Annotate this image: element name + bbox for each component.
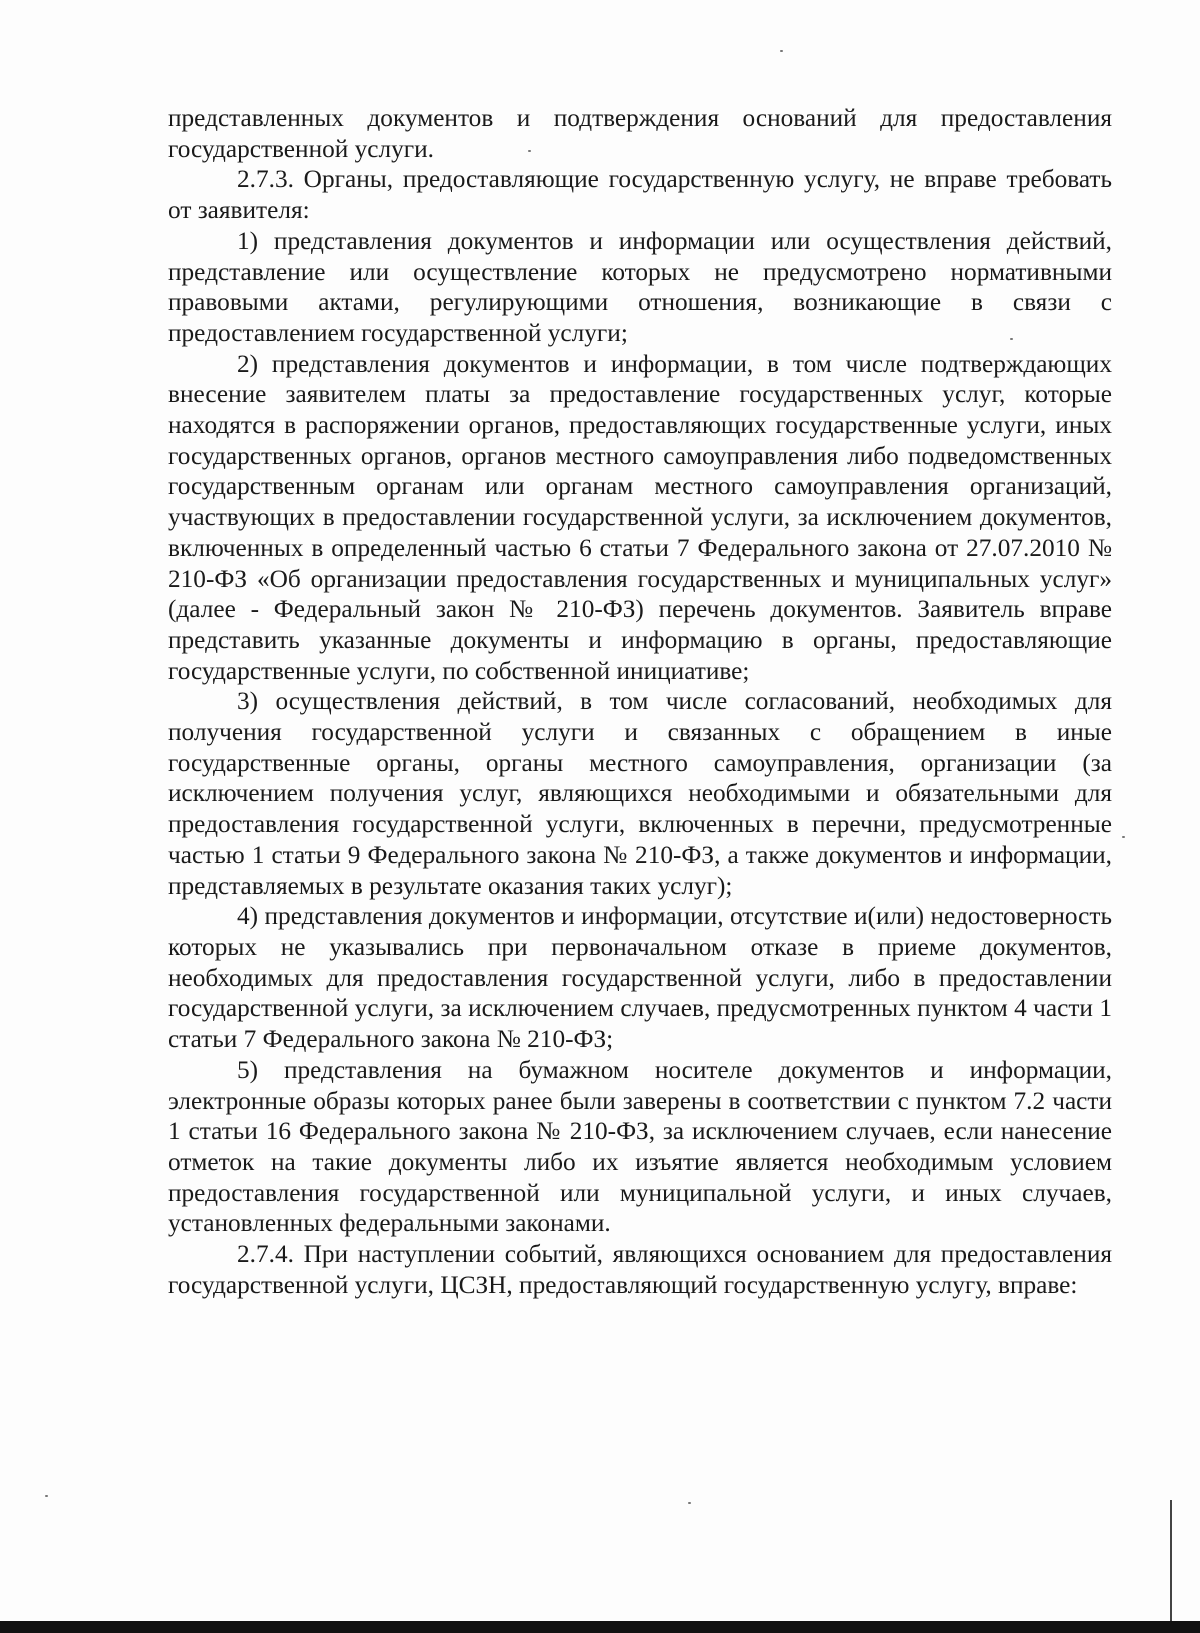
scan-speck (1122, 836, 1125, 838)
document-body (168, 103, 1112, 1300)
list-item-4: 4) представления документов и информации, отсутствие и(или) недостоверность которых не указывались при первоначальном отказе в приеме документов, необходимых для предоставления государственной услуги, либо в предоставлении государственной услуги, за исключением случаев, предусмотренных пунктом 4 части 1 статьи 7 Федерального закона № 210-ФЗ; (168, 902, 1112, 1054)
scan-speck (780, 50, 783, 52)
list-item-2: 2) представления документов и информации, в том числе подтверждающих внесение заявителем платы за предоставление государственных услуг, которые находятся в распоряжении органов, предоставляющих государственные услуги, иных государственных органов, органов местного самоуправления либо подведомственных государственным органам или органам местного самоуправления организаций, участвующих в предоставлении государственной услуги, за исключением документов, включенных в определенный частью 6 статьи 7 Федерального закона от 27.07.2010 № 210-ФЗ «Об организации предоставления государственных и муниципальных услуг» (далее - Федеральный закон № 210-ФЗ) перечень документов. Заявитель вправе представить указанные документы и информацию в органы, предоставляющие государственные услуги, по собственной инициативе; (168, 349, 1112, 685)
scan-speck (528, 150, 531, 152)
scan-speck (45, 1495, 48, 1497)
list-item-5: 5) представления на бумажном носителе документов и информации, электронные образы которых ранее были заверены в соответствии с пунктом 7.2 части 1 статьи 16 Федерального закона № 210-ФЗ, за исключением случаев, если нанесение отметок на такие документы либо их изъятие является необходимым условием предоставления государственной или муниципальной услуги, и иных случаев, установленных федеральными законами. (168, 1055, 1112, 1238)
list-item-3: 3) осуществления действий, в том числе согласований, необходимых для получения государственной услуги и связанных с обращением в иные государственные органы, органы местного самоуправления, организации (за исключением получения услуг, являющихся необходимыми и обязательными для предоставления государственной услуги, включенных в перечни, предусмотренные частью 1 статьи 9 Федерального закона № 210-ФЗ, а также документов и информации, представляемых в результате оказания таких услуг); (168, 687, 1112, 900)
paragraph-continuation: представленных документов и подтверждения оснований для предоставления государственной услуги. (168, 104, 1112, 163)
paragraph-2-7-3: 2.7.3. Органы, предоставляющие государственную услугу, не вправе требовать от заявителя: (168, 165, 1112, 225)
scan-speck (1010, 338, 1013, 340)
list-item-1: 1) представления документов и информации или осуществления действий, представление или осуществление которых не предусмотрено нормативными правовыми актами, регулирующими отношения, возникающие в связи с предоставлением государственной услуги; (168, 226, 1112, 347)
paragraph-2-7-4: 2.7.4. При наступлении событий, являющихся основанием для предоставления государственной услуги, ЦСЗН, предоставляющий государственную услугу, вправе: (168, 1240, 1112, 1299)
scan-bottom-border (0, 1621, 1200, 1633)
scan-edge-line (1170, 1500, 1172, 1621)
scan-speck (688, 1502, 691, 1504)
